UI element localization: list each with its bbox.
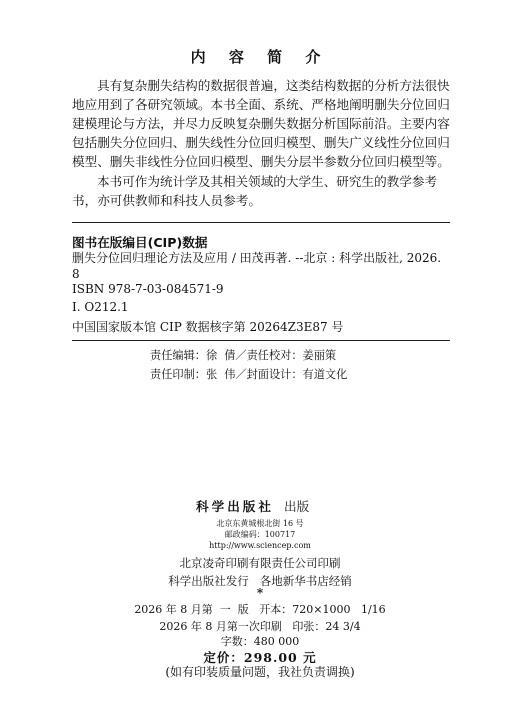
word-count: 字数：480 000: [220, 635, 300, 648]
printer-line: 北京凌奇印刷有限责任公司印刷: [179, 556, 341, 570]
publisher-suffix: 出版: [283, 499, 310, 514]
cip-isbn: ISBN 978-7-03-084571-9: [72, 282, 224, 296]
cip-book-entry: 删失分位回归理论方法及应用 / 田茂再著. --北京 : 科学出版社, 2026. 8: [72, 251, 442, 281]
publisher-line: [196, 496, 309, 515]
quality-note: (如有印装质量问题，我社负责调换): [165, 665, 355, 679]
intro-paragraph-1-text: 具有复杂删失结构的数据很普遍，这类结构数据的分析方法很快地应用到了各研究领域。本书全面、系统、严格地阐明删失分位回归建模理论与方法，并尽力反映复杂删失数据分析国际前沿。主要内容包括删失分位回归、删失线性分位回归模型、删失广义线性分位回归模型、删失非线性分位回归模型、删失分层半参数分位回归模型等。: [72, 78, 450, 169]
distribution-line: 科学出版社发行 各地新华书店经销: [168, 574, 352, 588]
publisher-address: 北京东黄城根北街 16 号: [216, 519, 304, 528]
print-info: 2026 年 8 月第一次印刷 印张：24 3/4: [159, 620, 361, 633]
top-divider: [72, 222, 450, 223]
credit-editors: 责任编辑：徐 倩／责任校对：姜丽策: [150, 349, 337, 362]
publisher-name: 科学出版社: [196, 499, 274, 514]
intro-paragraph-2: [72, 172, 450, 210]
intro-paragraph-1: [72, 76, 450, 171]
page-title: 内 容 简 介: [190, 48, 330, 66]
cip-heading: 图书在版编目(CIP)数据: [72, 235, 208, 250]
price: 定价：298.00 元: [203, 650, 317, 665]
intro-paragraph-2-text: 本书可作为统计学及其相关领域的大学生、研究生的教学参考书，亦可供教师和科技人员参考。: [72, 174, 438, 208]
cip-number: 中国国家版本馆 CIP 数据核字第 20264Z3E87 号: [72, 320, 344, 334]
publisher-postcode: 邮政编码：100717: [224, 530, 296, 539]
separator-star: *: [256, 586, 264, 600]
publisher-website: http://www.sciencep.com: [209, 541, 311, 550]
cip-classification: Ⅰ. O212.1: [72, 300, 129, 314]
credit-production: 责任印制：张 伟／封面设计：有道文化: [150, 368, 348, 381]
edition-info: 2026 年 8 月第 一 版 开本：720×1000 1/16: [134, 603, 386, 616]
bottom-divider: [72, 340, 450, 341]
